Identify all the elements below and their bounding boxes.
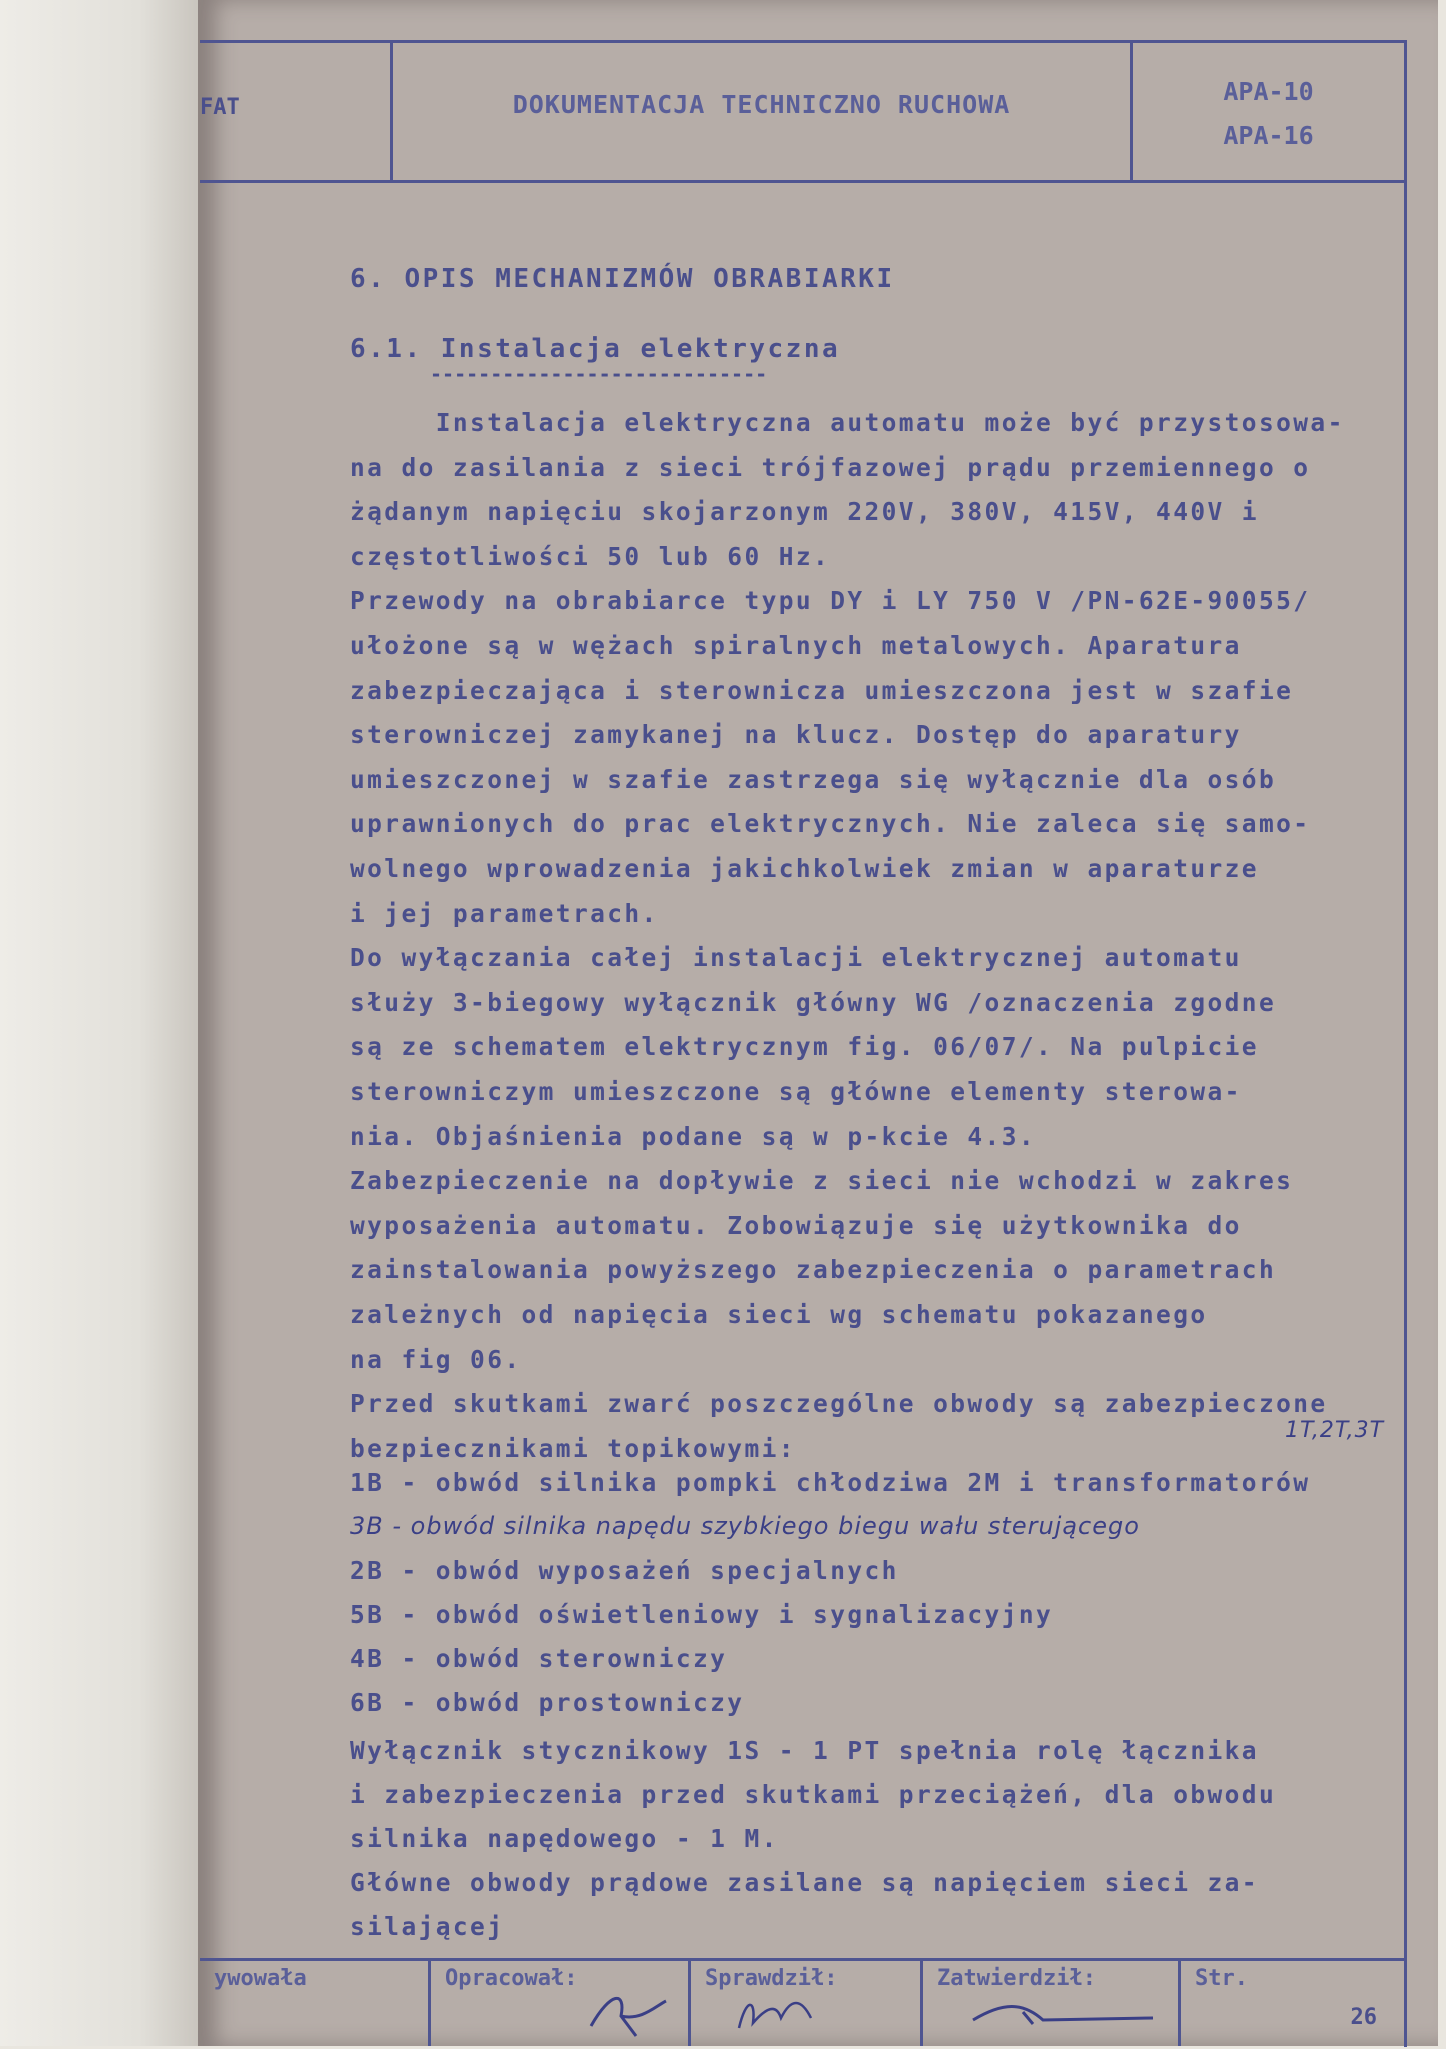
footer-left-text: ywowała (214, 1966, 307, 1991)
text-line: umieszczonej w szafie zastrzega się wyłącznie dla osób (350, 764, 1277, 794)
text-line: ułożone są w wężach spiralnych metalowych. Aparatura (350, 631, 1242, 660)
text-line: silającej (350, 1912, 505, 1941)
footer-cell-checked (688, 1958, 923, 2046)
text-line: zabezpieczająca i sterownicza umieszczona jest w szafie (350, 675, 1294, 705)
handwritten-note: 1T,2T,3T (1285, 1418, 1385, 1443)
fuse-item: 4B - obwód sterowniczy (350, 1644, 728, 1673)
approved-signature (963, 1992, 1163, 2038)
text-line: i zabezpieczenia przed skutkami przeciążeń, dla obwodu (350, 1780, 1277, 1809)
text-line: sterowniczym umieszczone są główne elementy sterowa- (350, 1077, 1242, 1106)
text-line: Przewody na obrabiarce typu DY i LY 750 V /PN-62E-90055/ (350, 586, 1311, 616)
text-line: Główne obwody prądowe zasilane są napięciem sieci za- (350, 1868, 1259, 1897)
text-line: i jej parametrach. (350, 898, 659, 928)
text-line: uprawnionych do prac elektrycznych. Nie zaleca się samo- (350, 809, 1311, 839)
text-line: Zabezpieczenie na dopływie z sieci nie wchodzi w zakres (350, 1166, 1294, 1196)
fuse-item: 3B - obwód silnika napędu szybkiego biegu wału sterującego (350, 1512, 1140, 1540)
header-left-text: FAT (200, 95, 240, 120)
fuse-item: 2B - obwód wyposażeń specjalnych (350, 1556, 899, 1585)
text-line: nia. Objaśnienia podane są w p-kcie 4.3. (350, 1121, 1037, 1151)
text-line: służy 3-biegowy wyłącznik główny WG /oznaczenia zgodne (350, 987, 1277, 1017)
fuse-item: 5B - obwód oświetleniowy i sygnalizacyjny (350, 1600, 1054, 1629)
text-line: częstotliwości 50 lub 60 Hz. (350, 541, 831, 571)
subsection-title: 6.1. Instalacja elektryczna (350, 334, 841, 364)
subsection-underline: ---------------------------- (430, 362, 768, 386)
text-line: Wyłącznik stycznikowy 1S - 1 PT spełnia rolę łącznika (350, 1736, 1259, 1765)
fuse-item: 6B - obwód prostowniczy (350, 1688, 745, 1717)
prepared-signature (581, 1986, 671, 2042)
prepared-label: Opracował: (445, 1966, 578, 1991)
document-title: DOKUMENTACJA TECHNICZNO RUCHOWA (512, 90, 1011, 119)
model-code: APA-16 (1223, 121, 1314, 150)
text-line: są ze schematem elektrycznym fig. 06/07/. Na pulpicie (350, 1032, 1259, 1062)
footer-cell-left (200, 1958, 428, 2046)
page-label: Str. (1195, 1966, 1248, 1991)
checked-signature (731, 1988, 821, 2038)
approved-label: Zatwierdził: (937, 1966, 1096, 1991)
fuse-item: 1B - obwód silnika pompki chłodziwa 2M i transformatorów (350, 1468, 1311, 1497)
text-line: Do wyłączania całej instalacji elektrycznej automatu (350, 943, 1242, 973)
section-title: 6. OPIS MECHANIZMÓW OBRABIARKI (350, 264, 895, 294)
checked-label: Sprawdził: (705, 1966, 838, 1991)
binding-strip (0, 0, 198, 2046)
text-line: żądanym napięciu skojarzonym 220V, 380V, 415V, 440V i (350, 497, 1259, 527)
footer-cell-prepared (428, 1958, 691, 2046)
page-number: 26 (1350, 2005, 1377, 2030)
model-code: APA-10 (1223, 77, 1314, 106)
text-line: silnika napędowego - 1 M. (350, 1824, 779, 1853)
text-line: Przed skutkami zwarć poszczególne obwody są zabezpieczone (350, 1389, 1328, 1419)
footer-cell-approved (920, 1958, 1181, 2046)
text-line: zainstalowania powyższego zabezpieczenia o parametrach (350, 1255, 1277, 1285)
text-line: zależnych od napięcia sieci wg schematu pokazanego (350, 1300, 1208, 1329)
text-line: na fig 06. (350, 1344, 522, 1374)
text-line: sterowniczej zamykanej na klucz. Dostęp do aparatury (350, 720, 1242, 750)
model-codes (1133, 70, 1404, 158)
text-line: Instalacja elektryczna automatu może być przystosowa- (350, 408, 1345, 437)
text-line: wyposażenia automatu. Zobowiązuje się użytkownika do (350, 1210, 1242, 1240)
text-line: na do zasilania z sieci trójfazowej prądu przemiennego o (350, 452, 1311, 482)
text-line: wolnego wprowadzenia jakichkolwiek zmian w aparaturze (350, 854, 1259, 883)
footer-cell-page (1178, 1958, 1407, 2046)
text-line: bezpiecznikami topikowymi: (350, 1433, 796, 1463)
